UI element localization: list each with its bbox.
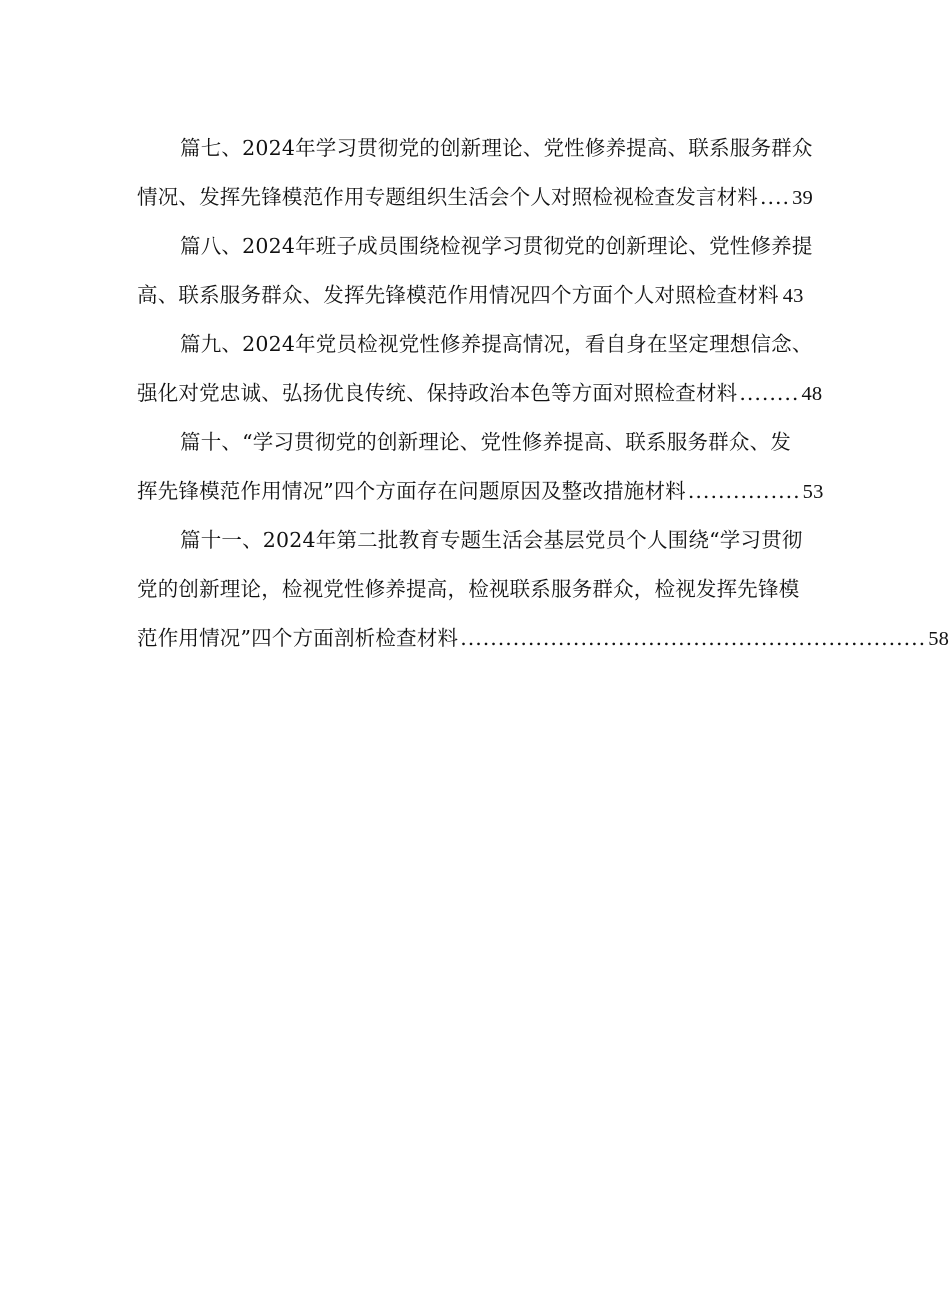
toc-dot-leader: .............................................................. [460, 626, 927, 650]
toc-entry-last-line [137, 275, 804, 324]
toc-entry-text-line: 篇十、“学习贯彻党的创新理论、党性修养提高、联系服务群众、发 [180, 430, 791, 454]
toc-dot-leader: ........ [739, 381, 800, 405]
toc-page-number: 39 [792, 187, 813, 209]
toc-entry-text-line: 高、联系服务群众、发挥先锋模范作用情况四个方面个人对照检查材料 [137, 283, 779, 307]
toc-entry-last-line [137, 373, 823, 422]
toc-entry-last-line [137, 618, 949, 667]
toc-entry-text-line: 篇九、2024年党员检视党性修养提高情况，看自身在坚定理想信念、 [180, 332, 813, 356]
table-of-contents [137, 128, 949, 667]
toc-entry-text-line: 挥先锋模范作用情况”四个方面存在问题原因及整改措施材料 [137, 479, 686, 503]
toc-entry-text-line: 范作用情况”四个方面剖析检查材料 [137, 626, 459, 650]
toc-dot-leader: .... [760, 185, 791, 209]
toc-page-number: 53 [802, 481, 824, 503]
toc-entry-9[interactable] [137, 324, 823, 422]
toc-entry-text-line: 篇七、2024年学习贯彻党的创新理论、党性修养提高、联系服务群众 [180, 136, 813, 160]
toc-entry-last-line [137, 177, 813, 226]
toc-entry-8[interactable] [137, 226, 813, 324]
toc-entry-11[interactable] [137, 520, 949, 667]
toc-entry-7[interactable] [137, 128, 813, 226]
toc-entry-text-line: 强化对党忠诚、弘扬优良传统、保持政治本色等方面对照检查材料 [137, 381, 738, 405]
toc-entry-text-line: 党的创新理论，检视党性修养提高，检视联系服务群众，检视发挥先锋模 [137, 577, 800, 601]
toc-dot-leader: ............... [687, 479, 801, 503]
toc-page-number: 43 [782, 285, 804, 307]
toc-entry-10[interactable] [137, 422, 824, 520]
toc-entry-text-line: 情况、发挥先锋模范作用专题组织生活会个人对照检视检查发言材料 [137, 185, 758, 209]
toc-page-number: 48 [801, 383, 823, 405]
toc-page-number: 58 [928, 628, 949, 650]
toc-entry-text-line: 篇八、2024年班子成员围绕检视学习贯彻党的创新理论、党性修养提 [180, 234, 813, 258]
toc-entry-last-line [137, 471, 824, 520]
toc-entry-text-line: 篇十一、2024年第二批教育专题生活会基层党员个人围绕“学习贯彻 [180, 528, 803, 552]
